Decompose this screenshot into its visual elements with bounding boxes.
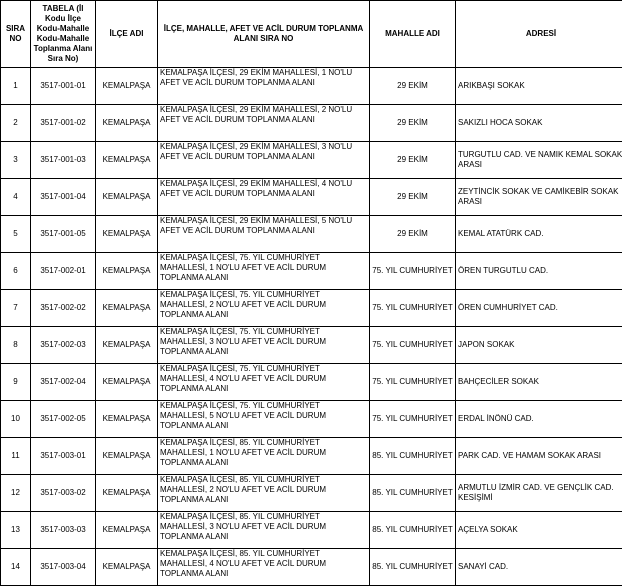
tabela-code-cell: 3517-002-03 [31, 327, 96, 364]
assembly-area-name-cell: KEMALPAŞA İLÇESİ, 29 EKİM MAHALLESİ, 1 NO'LU AFET VE ACİL DURUM TOPLANMA ALANI [158, 68, 370, 105]
mahalle-name-cell: 75. YIL CUMHURİYET [370, 327, 456, 364]
ilce-name-cell: KEMALPAŞA [96, 216, 158, 253]
address-cell: ARIKBAŞI SOKAK [456, 68, 622, 105]
ilce-name-cell: KEMALPAŞA [96, 401, 158, 438]
row-number-cell: 13 [1, 512, 31, 549]
tabela-code-cell: 3517-001-02 [31, 105, 96, 142]
mahalle-name-cell: 29 EKİM [370, 105, 456, 142]
row-number-cell: 9 [1, 364, 31, 401]
assembly-area-name-cell: KEMALPAŞA İLÇESİ, 29 EKİM MAHALLESİ, 4 NO'LU AFET VE ACİL DURUM TOPLANMA ALANI [158, 179, 370, 216]
assembly-area-name-cell: KEMALPAŞA İLÇESİ, 85. YIL CUMHURİYET MAHALLESİ, 4 NO'LU AFET VE ACİL DURUM TOPLANMA ALANI [158, 549, 370, 586]
mahalle-name-cell: 75. YIL CUMHURİYET [370, 401, 456, 438]
table-row [1, 512, 622, 549]
assembly-area-name-cell: KEMALPAŞA İLÇESİ, 85. YIL CUMHURİYET MAHALLESİ, 3 NO'LU AFET VE ACİL DURUM TOPLANMA ALANI [158, 512, 370, 549]
ilce-name-cell: KEMALPAŞA [96, 105, 158, 142]
mahalle-name-cell: 85. YIL CUMHURİYET [370, 549, 456, 586]
mahalle-name-cell: 85. YIL CUMHURİYET [370, 438, 456, 475]
ilce-name-cell: KEMALPAŞA [96, 179, 158, 216]
mahalle-name-cell: 75. YIL CUMHURİYET [370, 290, 456, 327]
row-number-cell: 6 [1, 253, 31, 290]
ilce-name-cell: KEMALPAŞA [96, 290, 158, 327]
assembly-area-name-cell: KEMALPAŞA İLÇESİ, 29 EKİM MAHALLESİ, 3 NO'LU AFET VE ACİL DURUM TOPLANMA ALANI [158, 142, 370, 179]
header-ilce-adi: İLÇE ADI [96, 1, 158, 68]
row-number-cell: 11 [1, 438, 31, 475]
table-row [1, 179, 622, 216]
table-row [1, 142, 622, 179]
assembly-area-name-cell: KEMALPAŞA İLÇESİ, 75. YIL CUMHURİYET MAHALLESİ, 1 NO'LU AFET VE ACİL DURUM TOPLANMA ALANI [158, 253, 370, 290]
address-cell: ÖREN CUMHURİYET CAD. [456, 290, 622, 327]
tabela-code-cell: 3517-001-01 [31, 68, 96, 105]
assembly-area-name-cell: KEMALPAŞA İLÇESİ, 85. YIL CUMHURİYET MAHALLESİ, 2 NO'LU AFET VE ACİL DURUM TOPLANMA ALANI [158, 475, 370, 512]
mahalle-name-cell: 29 EKİM [370, 179, 456, 216]
row-number-cell: 7 [1, 290, 31, 327]
ilce-name-cell: KEMALPAŞA [96, 253, 158, 290]
header-adresi: ADRESİ [456, 1, 622, 68]
row-number-cell: 3 [1, 142, 31, 179]
table-row [1, 68, 622, 105]
tabela-code-cell: 3517-003-04 [31, 549, 96, 586]
assembly-area-name-cell: KEMALPAŞA İLÇESİ, 75. YIL CUMHURİYET MAHALLESİ, 2 NO'LU AFET VE ACİL DURUM TOPLANMA ALANI [158, 290, 370, 327]
tabela-code-cell: 3517-002-01 [31, 253, 96, 290]
header-mahalle-adi: MAHALLE ADI [370, 1, 456, 68]
row-number-cell: 2 [1, 105, 31, 142]
row-number-cell: 12 [1, 475, 31, 512]
ilce-name-cell: KEMALPAŞA [96, 327, 158, 364]
ilce-name-cell: KEMALPAŞA [96, 512, 158, 549]
table-row [1, 105, 622, 142]
tabela-code-cell: 3517-001-05 [31, 216, 96, 253]
address-cell: JAPON SOKAK [456, 327, 622, 364]
header-row [1, 1, 622, 68]
row-number-cell: 5 [1, 216, 31, 253]
tabela-code-cell: 3517-003-01 [31, 438, 96, 475]
table-row [1, 327, 622, 364]
row-number-cell: 1 [1, 68, 31, 105]
ilce-name-cell: KEMALPAŞA [96, 142, 158, 179]
assembly-area-name-cell: KEMALPAŞA İLÇESİ, 29 EKİM MAHALLESİ, 2 NO'LU AFET VE ACİL DURUM TOPLANMA ALANI [158, 105, 370, 142]
table-row [1, 549, 622, 586]
ilce-name-cell: KEMALPAŞA [96, 438, 158, 475]
assembly-area-name-cell: KEMALPAŞA İLÇESİ, 85. YIL CUMHURİYET MAHALLESİ, 1 NO'LU AFET VE ACİL DURUM TOPLANMA ALANI [158, 438, 370, 475]
mahalle-name-cell: 85. YIL CUMHURİYET [370, 475, 456, 512]
assembly-area-name-cell: KEMALPAŞA İLÇESİ, 75. YIL CUMHURİYET MAHALLESİ, 5 NO'LU AFET VE ACİL DURUM TOPLANMA ALANI [158, 401, 370, 438]
address-cell: PARK CAD. VE HAMAM SOKAK ARASI [456, 438, 622, 475]
ilce-name-cell: KEMALPAŞA [96, 475, 158, 512]
tabela-code-cell: 3517-001-03 [31, 142, 96, 179]
mahalle-name-cell: 29 EKİM [370, 216, 456, 253]
address-cell: TURGUTLU CAD. VE NAMIK KEMAL SOKAK ARASI [456, 142, 622, 179]
tabela-code-cell: 3517-002-05 [31, 401, 96, 438]
mahalle-name-cell: 29 EKİM [370, 142, 456, 179]
row-number-cell: 4 [1, 179, 31, 216]
header-sira-no: SIRA NO [1, 1, 31, 68]
address-cell: AÇELYA SOKAK [456, 512, 622, 549]
mahalle-name-cell: 29 EKİM [370, 68, 456, 105]
address-cell: ZEYTİNCİK SOKAK VE CAMİKEBİR SOKAK ARASI [456, 179, 622, 216]
ilce-name-cell: KEMALPAŞA [96, 549, 158, 586]
tabela-code-cell: 3517-002-04 [31, 364, 96, 401]
address-cell: ÖREN TURGUTLU CAD. [456, 253, 622, 290]
mahalle-name-cell: 75. YIL CUMHURİYET [370, 364, 456, 401]
row-number-cell: 8 [1, 327, 31, 364]
tabela-code-cell: 3517-002-02 [31, 290, 96, 327]
address-cell: BAHÇECİLER SOKAK [456, 364, 622, 401]
assembly-area-name-cell: KEMALPAŞA İLÇESİ, 75. YIL CUMHURİYET MAHALLESİ, 3 NO'LU AFET VE ACİL DURUM TOPLANMA ALANI [158, 327, 370, 364]
mahalle-name-cell: 85. YIL CUMHURİYET [370, 512, 456, 549]
table-row [1, 475, 622, 512]
ilce-name-cell: KEMALPAŞA [96, 364, 158, 401]
assembly-area-name-cell: KEMALPAŞA İLÇESİ, 29 EKİM MAHALLESİ, 5 NO'LU AFET VE ACİL DURUM TOPLANMA ALANI [158, 216, 370, 253]
address-cell: ARMUTLU İZMİR CAD. VE GENÇLİK CAD. KESİŞİMİ [456, 475, 622, 512]
assembly-area-name-cell: KEMALPAŞA İLÇESİ, 75. YIL CUMHURİYET MAHALLESİ, 4 NO'LU AFET VE ACİL DURUM TOPLANMA ALANI [158, 364, 370, 401]
tabela-code-cell: 3517-003-02 [31, 475, 96, 512]
header-alan-adi: İLÇE, MAHALLE, AFET VE ACİL DURUM TOPLANMA ALANI SIRA NO [158, 1, 370, 68]
table-row [1, 401, 622, 438]
header-tabela: TABELA (İl Kodu İlçe Kodu-Mahalle Kodu-Mahalle Toplanma Alanı Sıra No) [31, 1, 96, 68]
table-row [1, 216, 622, 253]
tabela-code-cell: 3517-003-03 [31, 512, 96, 549]
mahalle-name-cell: 75. YIL CUMHURİYET [370, 253, 456, 290]
table-row [1, 253, 622, 290]
table-body [1, 68, 622, 586]
tabela-code-cell: 3517-001-04 [31, 179, 96, 216]
table-row [1, 290, 622, 327]
table-row [1, 364, 622, 401]
address-cell: ERDAL İNÖNÜ CAD. [456, 401, 622, 438]
address-cell: SAKIZLI HOCA SOKAK [456, 105, 622, 142]
ilce-name-cell: KEMALPAŞA [96, 68, 158, 105]
row-number-cell: 14 [1, 549, 31, 586]
table-row [1, 438, 622, 475]
address-cell: SANAYİ CAD. [456, 549, 622, 586]
row-number-cell: 10 [1, 401, 31, 438]
address-cell: KEMAL ATATÜRK CAD. [456, 216, 622, 253]
